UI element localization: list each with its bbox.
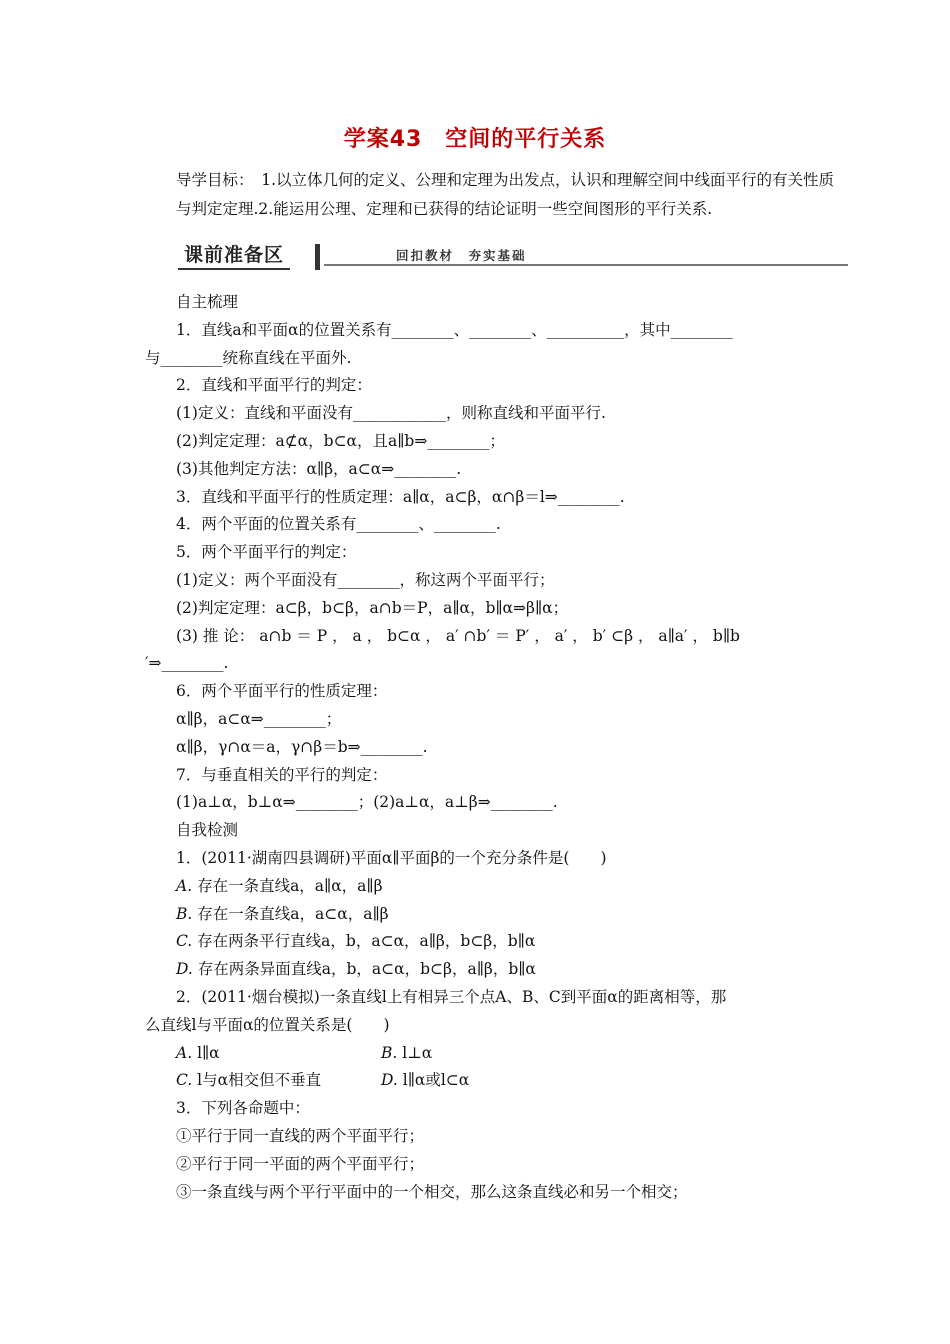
proposition: ③一条直线与两个平行平面中的一个相交，那么这条直线必和另一个相交； — [176, 1182, 688, 1201]
question-2-line1: 2．(2011·烟台模拟)一条直线l上有相异三个点A、B、C到平面α的距离相等，那 — [176, 987, 727, 1006]
text-line: 自主梳理 — [176, 293, 239, 311]
option-text: 存在两条平行直线a，b，a⊂α，a∥β，b⊂β，b∥α — [197, 932, 536, 951]
option-letter: D. — [381, 1071, 398, 1090]
option-d — [381, 1067, 469, 1095]
option-a — [145, 873, 815, 901]
option-letter: C. — [176, 1071, 193, 1090]
option-a — [176, 1040, 381, 1068]
text-line: α∥β，γ∩α＝a，γ∩β＝b⇒________. — [176, 737, 428, 756]
question-2-line2: 么直线l与平面α的位置关系是( ) — [145, 1015, 390, 1034]
proposition: ①平行于同一直线的两个平面平行； — [176, 1126, 425, 1145]
banner-subtitle: 回扣教材 夯实基础 — [396, 248, 527, 263]
option-letter: A. — [176, 1043, 193, 1062]
text-line: (3) 推 论： a∩b ＝ P ， a ， b⊂α ， a′ ∩b′ ＝ P′ ， a′ ， b′ ⊂β ， a∥a′ ， b∥b — [176, 626, 740, 645]
banner-bar — [315, 244, 320, 270]
learning-goal — [145, 166, 835, 224]
text-line: 2．直线和平面平行的判定： — [176, 376, 372, 395]
option-letter: D. — [176, 960, 193, 979]
option-letter: C. — [176, 932, 193, 951]
option-row — [145, 1040, 815, 1068]
text-line: (2)判定定理：a⊂β，b⊂β，a∩b＝P，a∥α，b∥α⇒β∥α； — [176, 598, 569, 617]
option-text: l⊥α — [402, 1043, 433, 1062]
text-line: (3)其他判定方法：α∥β，a⊂α⇒________. — [176, 459, 462, 478]
content-body — [145, 289, 815, 1206]
text-line: 自我检测 — [176, 821, 239, 840]
option-row — [145, 1067, 815, 1095]
option-text: 存在一条直线a，a⊂α，a∥β — [197, 904, 389, 923]
option-letter: B. — [176, 904, 193, 923]
text-line: 7．与垂直相关的平行的判定： — [176, 765, 388, 784]
option-letter: B. — [381, 1043, 398, 1062]
banner-label: 课前准备区 — [178, 242, 290, 270]
text-line: (1)a⊥α，b⊥α⇒________；(2)a⊥α，a⊥β⇒________. — [176, 793, 558, 812]
text-line: (2)判定定理：a⊄α，b⊂α，且a∥b⇒________； — [176, 431, 505, 450]
text-line: 1．(2011·湖南四县调研)平面α∥平面β的一个充分条件是( ) — [176, 848, 607, 867]
text-line: ′⇒________. — [145, 654, 229, 673]
option-c — [176, 1067, 381, 1095]
option-b — [145, 901, 815, 929]
text-line: 4．两个平面的位置关系有________、________. — [176, 515, 501, 534]
section-banner — [178, 242, 848, 272]
banner-rule — [324, 264, 848, 266]
text-line: 5．两个平面平行的判定： — [176, 543, 357, 562]
option-c — [145, 928, 815, 956]
text-line: 3．直线和平面平行的性质定理：a∥α，a⊂β，α∩β＝l⇒________. — [176, 487, 625, 506]
question-3-stem: 3．下列各命题中： — [176, 1099, 310, 1118]
text-line: (1)定义：直线和平面没有____________，则称直线和平面平行. — [176, 404, 606, 423]
option-text: l∥α或l⊂α — [402, 1071, 470, 1090]
option-text: 存在两条异面直线a，b，a⊂α，b⊂β，a∥β，b∥α — [197, 960, 536, 979]
page-title: 学案43 空间的平行关系 — [343, 127, 607, 152]
option-text: 存在一条直线a，a∥α，a∥β — [197, 876, 383, 895]
option-b — [381, 1040, 432, 1068]
option-letter: A. — [176, 876, 193, 895]
option-text: l与α相交但不垂直 — [197, 1071, 322, 1090]
text-line: α∥β，a⊂α⇒________； — [176, 709, 342, 728]
text-line: 与________统称直线在平面外. — [145, 348, 352, 367]
text-line: (1)定义：两个平面没有________，称这两个平面平行； — [176, 570, 555, 589]
proposition: ②平行于同一平面的两个平面平行； — [176, 1154, 425, 1173]
text-line: 1．直线a和平面α的位置关系有________、________、__________，其中________ — [176, 320, 733, 339]
goal-text: 导学目标： 1.以立体几何的定义、公理和定理为出发点，认识和理解空间中线面平行的有关性质与判定定理.2.能运用公理、定理和已获得的结论证明一些空间图形的平行关系. — [176, 171, 835, 218]
text-line: 6．两个平面平行的性质定理： — [176, 682, 388, 701]
option-d — [145, 956, 815, 984]
option-text: l∥α — [197, 1043, 220, 1062]
